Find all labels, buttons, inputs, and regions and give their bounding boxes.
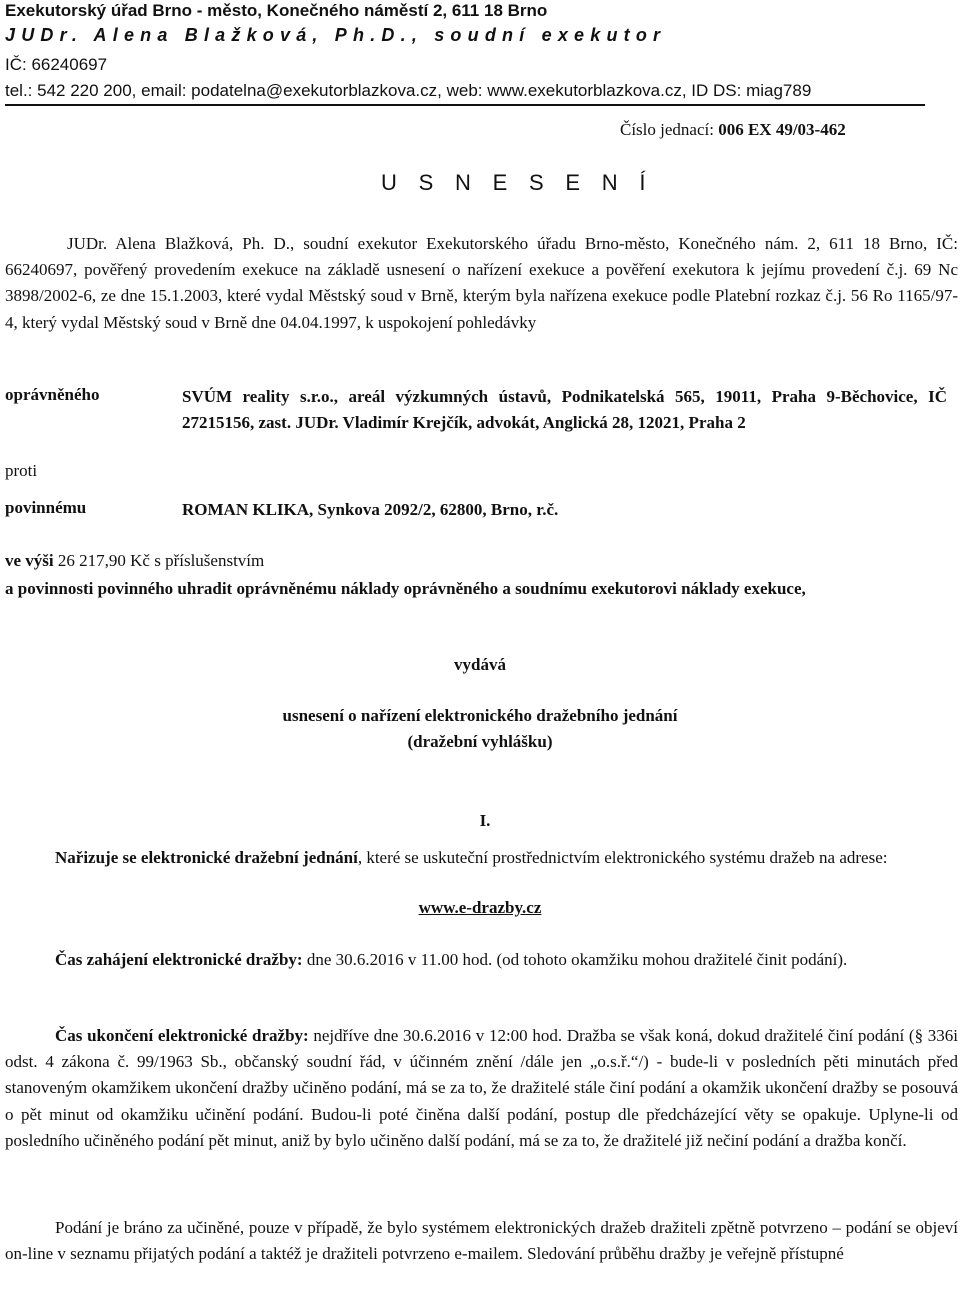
claim-amount [5,548,958,574]
claim-amount-lead: ve výši [5,551,54,570]
debtor-label: povinnému [5,498,87,517]
auction-order-bold: Nařizuje se elektronické dražební jednání [55,848,358,867]
debtor-details: ROMAN KLIKA, Synkova 2092/2, 62800, Brno, r.č. [182,500,559,519]
auction-end [5,1023,958,1154]
auction-start [5,947,958,973]
creditor-details: SVÚM reality s.r.o., areál výzkumných ústavů, Podnikatelská 565, 19011, Praha 9-Běchovice, IČ 27215156, zast. JUDr. Vladimír Krejčík, advokát, Anglická 28, 12021, Praha 2 [182,387,947,432]
against-label: proti [5,461,38,480]
executor-name: JUDr. Alena Blažková, Ph.D., soudní exekutor [5,25,667,45]
auction-url-line [0,898,960,918]
decision-subtitle: (dražební vyhlášku) [407,732,553,751]
auction-start-text: dne 30.6.2016 v 11.00 hod. (od tohoto okamžiku mohou dražitelé činit podání). [302,950,848,969]
decision-title: usnesení o nařízení elektronického dražebního jednání [282,706,678,725]
section-number: I. [479,811,491,830]
cost-duty: a povinnosti povinného uhradit oprávněnému náklady oprávněného a soudnímu exekutorovi náklady exekuce, [5,579,806,598]
auction-end-text: nejdříve dne 30.6.2016 v 12:00 hod. Dražba se však koná, dokud dražitelé činí podání (§ 336i odst. 4 zákona č. 99/1963 Sb., občanský soudní řád, v účinném znění /dále jen „o.s.ř.“/) - bude-li v posledních pěti minutách před stanoveným okamžikem ukončení dražby učiněno podání, má se za to, že dražitelé stále činí podání a okamžik ukončení dražby se posouvá o pět minut od okamžiku učinění podání. Budou-li poté činěna další podání, postup dle předcházející věty se opakuje. Uplyne-li od posledního učiněného podání pět minut, aniž by bylo učiněno další podání, má se za to, že dražitelé již nečiní podání a dražba končí. [5,1026,958,1150]
case-number-value: 006 EX 49/03-462 [718,120,846,139]
executor-ic: IČ: 66240697 [5,55,108,74]
issues-verb: vydává [454,655,506,674]
office-header: Exekutorský úřad Brno - město, Konečného náměstí 2, 611 18 Brno [5,1,548,20]
document-title: U S N E S E N Í [381,170,654,195]
case-number-label: Číslo jednací: [620,120,714,139]
auction-order-text: , které se uskuteční prostřednictvím elektronického systému dražeb na adrese: [357,848,888,867]
bid-acceptance: Podání je bráno za učiněné, pouze v případě, že bylo systémem elektronických dražeb dražiteli zpětně potvrzeno – podání se objeví on-line v seznamu přijatých podání a taktéž je dražiteli potvrzeno e-mailem. Sledování průběhu dražby je veřejně přístupné [5,1218,958,1264]
case-number [620,120,846,140]
auction-end-label: Čas ukončení elektronické dražby: [55,1026,309,1045]
auction-url-link[interactable]: www.e-drazby.cz [418,898,542,917]
executor-contacts: tel.: 542 220 200, email: podatelna@exekutorblazkova.cz, web: www.exekutorblazkova.cz, ID DS: miag789 [5,81,812,100]
claim-amount-value: 26 217,90 Kč s příslušenstvím [57,551,265,570]
creditor-label: oprávněného [5,385,100,404]
intro-paragraph: JUDr. Alena Blažková, Ph. D., soudní exekutor Exekutorského úřadu Brno-město, Konečného nám. 2, 611 18 Brno, IČ: 66240697, pověřený provedením exekuce na základě usnesení o nařízení exekuce a pověření exekutora k jejímu provedení č.j. 69 Nc 3898/2002-6, ze dne 15.1.2003, které vydal Městský soud v Brně, kterým byla nařízena exekuce podle Platební rozkaz č.j. 56 Ro 1165/97-4, který vydal Městský soud v Brně dne 04.04.1997, k uspokojení pohledávky [5,234,958,332]
auction-order [5,845,958,871]
header-divider [5,104,925,106]
auction-start-label: Čas zahájení elektronické dražby: [55,950,303,969]
